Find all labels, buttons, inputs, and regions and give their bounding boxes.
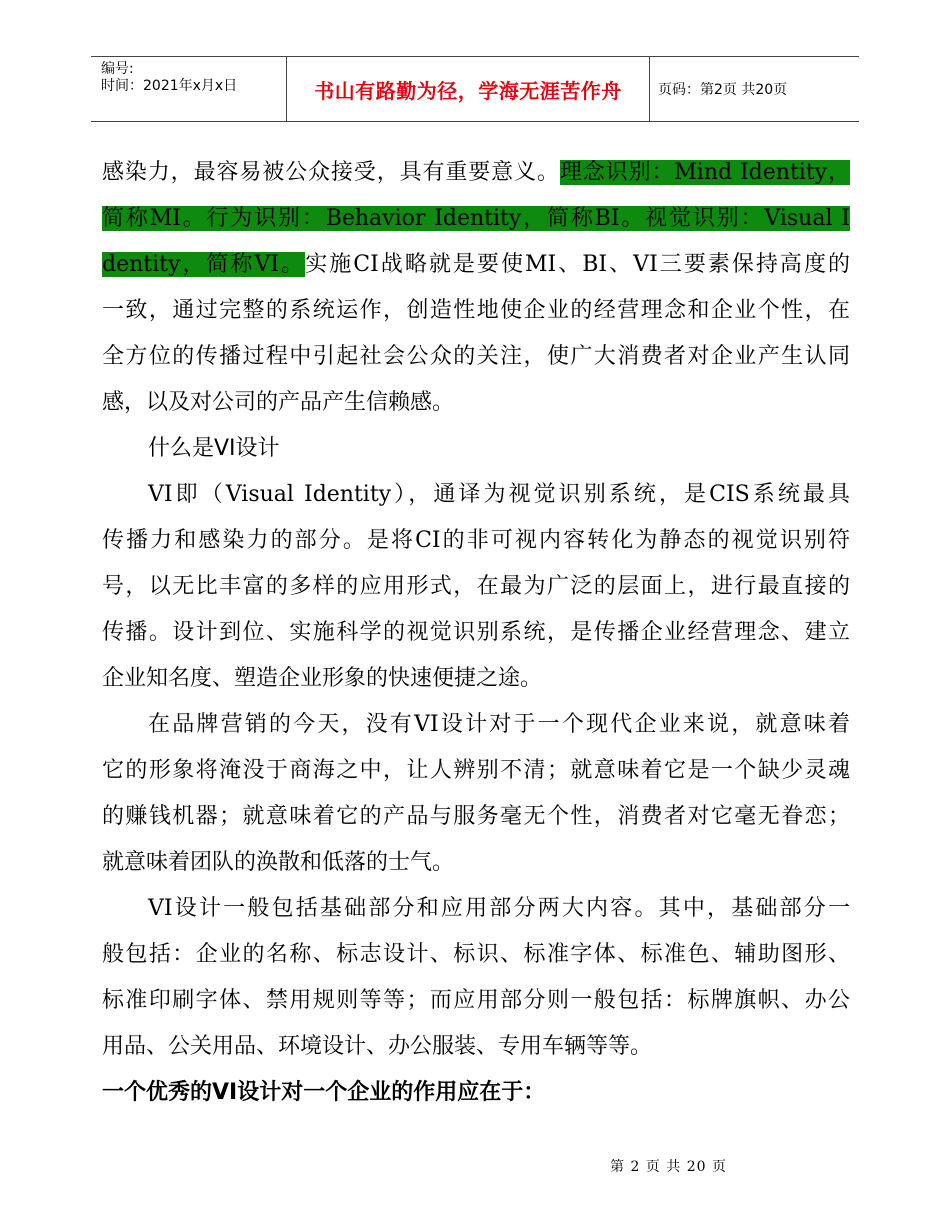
text-line bbox=[102, 150, 850, 196]
text-line: VI设计一般包括基础部分和应用部分两大内容。其中，基础部分一 bbox=[148, 896, 850, 921]
text-line: VI即（Visual Identity），通译为视觉识别系统，是CIS系统最具 bbox=[148, 482, 850, 507]
text-line: 用品、公关用品、环境设计、办公服装、专用车辆等等。 bbox=[102, 1034, 653, 1059]
text-line bbox=[102, 242, 850, 288]
text-line: 传播力和感染力的部分。是将CI的非可视内容转化为静态的视觉识别符 bbox=[102, 528, 850, 553]
document-body bbox=[102, 150, 850, 1116]
header-motto-cell bbox=[286, 57, 650, 121]
header-meta bbox=[91, 57, 286, 121]
text-run: 实施CI战略就是要使MI、BI、VI三要素保持高度的 bbox=[305, 252, 850, 277]
number-label: 编号: bbox=[101, 61, 134, 77]
text-line: 标准印刷字体、禁用规则等等；而应用部分则一般包括：标牌旗帜、办公 bbox=[102, 988, 850, 1013]
header-motto: 书山有路勤为径，学海无涯苦作舟 bbox=[314, 78, 622, 103]
highlighted-text: dentity，简称VI。 bbox=[102, 252, 306, 277]
text-line: 它的形象将淹没于商海之中，让人辨别不清；就意味着它是一个缺少灵魂 bbox=[102, 758, 850, 783]
section-heading-what-is-vi: 什么是VI设计 bbox=[148, 436, 280, 461]
text-line: 全方位的传播过程中引起社会公众的关注，使广大消费者对企业产生认同 bbox=[102, 344, 850, 369]
page-header bbox=[91, 56, 859, 122]
highlighted-text: 理念识别：Mind Identity， bbox=[559, 160, 850, 185]
text-line: 企业知名度、塑造企业形象的快速便捷之途。 bbox=[102, 666, 543, 691]
text-line: 传播。设计到位、实施科学的视觉识别系统，是传播企业经营理念、建立 bbox=[102, 620, 850, 645]
page-footer: 第 2 页 共 20 页 bbox=[610, 1159, 727, 1175]
text-run: 感染力，最容易被公众接受，具有重要意义。 bbox=[102, 160, 560, 185]
text-line bbox=[102, 196, 850, 242]
section-heading-vi-role: 一个优秀的VI设计对一个企业的作用应在于： bbox=[102, 1080, 546, 1105]
text-line: 的赚钱机器；就意味着它的产品与服务毫无个性，消费者对它毫无眷恋； bbox=[102, 804, 850, 829]
header-page-info: 页码：第2页 共20页 bbox=[658, 82, 788, 98]
text-line: 一致，通过完整的系统运作，创造性地使企业的经营理念和企业个性，在 bbox=[102, 298, 850, 323]
text-line: 般包括：企业的名称、标志设计、标识、标准字体、标准色、辅助图形、 bbox=[102, 942, 850, 967]
time-label: 时间：2021年x月x日 bbox=[101, 78, 238, 94]
highlighted-text: 简称MI。行为识别：Behavior Identity，简称BI。视觉识别：Visual I bbox=[102, 206, 850, 231]
text-line: 感，以及对公司的产品产生信赖感。 bbox=[102, 390, 455, 415]
text-line: 号，以无比丰富的多样的应用形式，在最为广泛的层面上，进行最直接的 bbox=[102, 574, 850, 599]
text-line: 就意味着团队的涣散和低落的士气。 bbox=[102, 850, 455, 875]
text-line: 在品牌营销的今天，没有VI设计对于一个现代企业来说，就意味着 bbox=[148, 712, 850, 737]
